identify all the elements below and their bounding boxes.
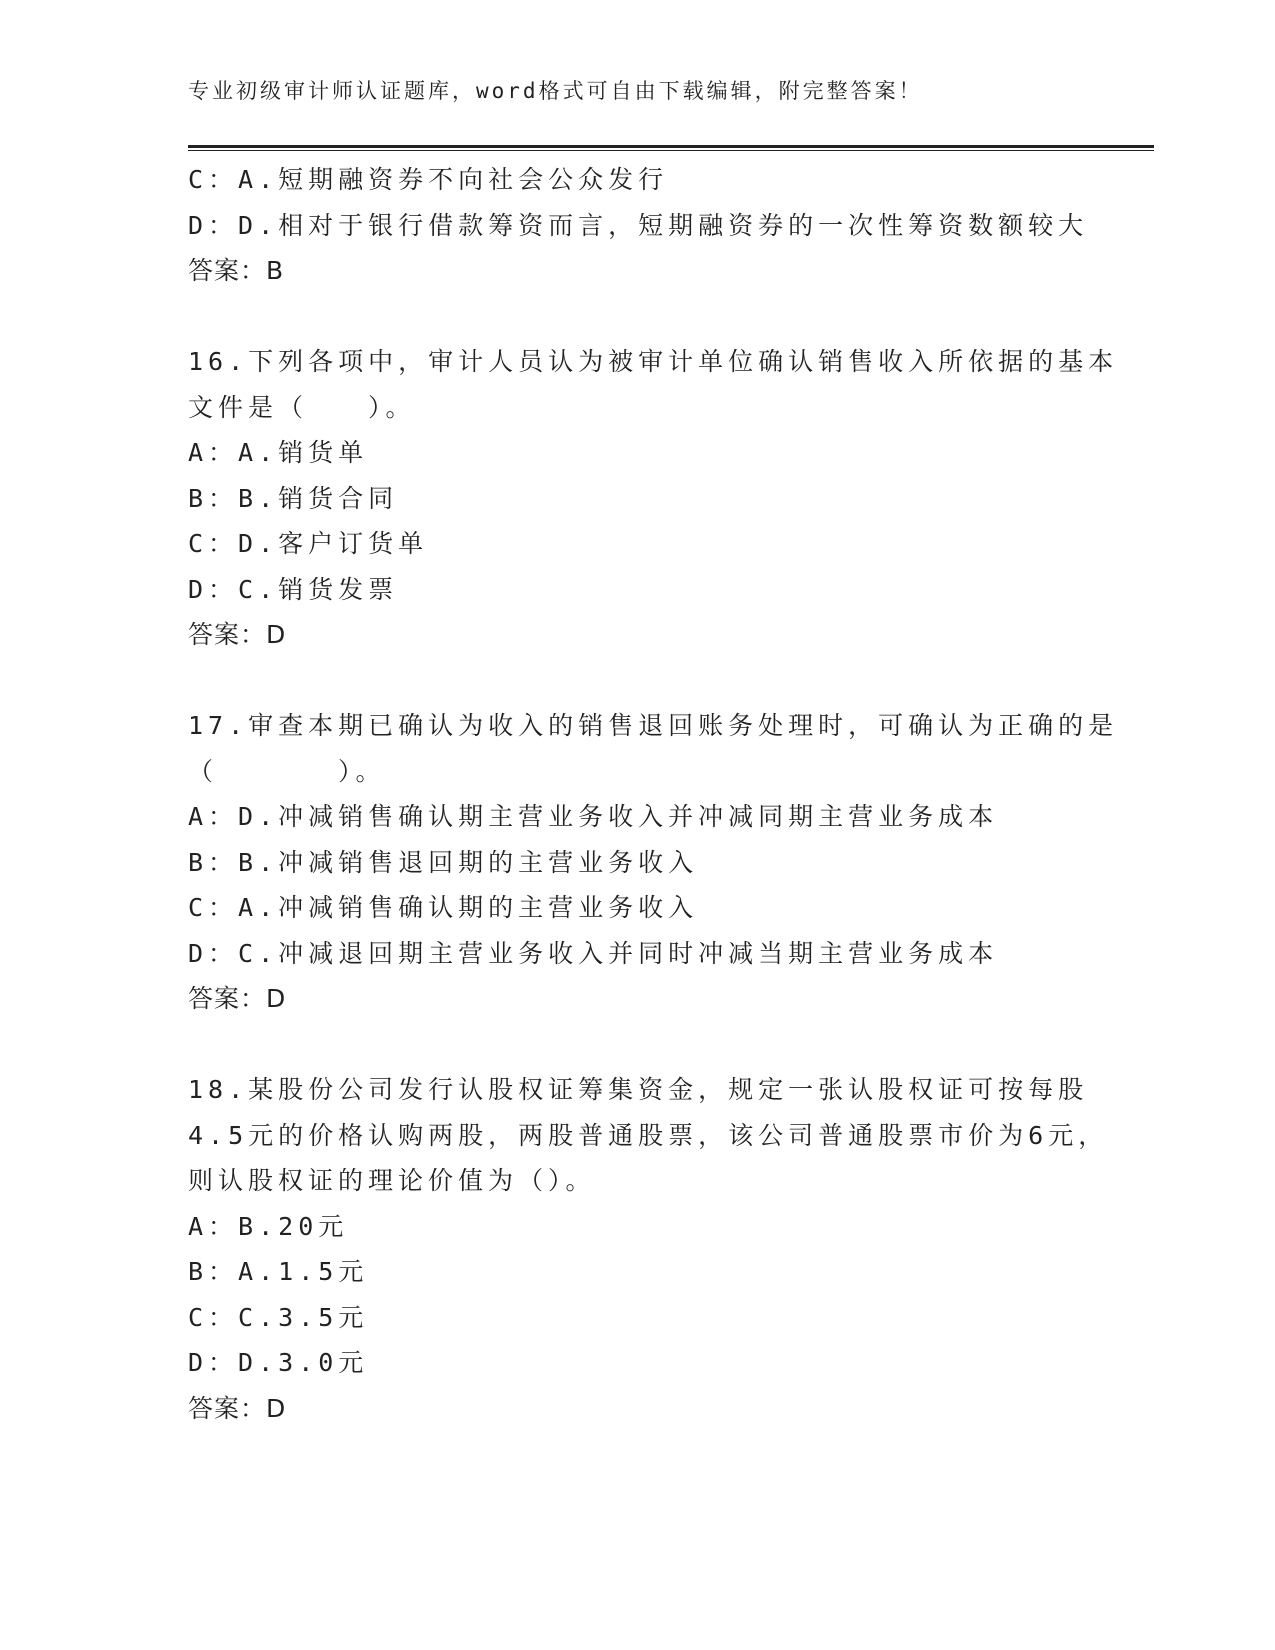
question-stem-line: 16.下列各项中，审计人员认为被审计单位确认销售收入所依据的基本 [188,347,1119,376]
spacer [188,1022,1088,1068]
answer-line: 答案：D [188,1393,287,1423]
question-stem-line: 17.审查本期已确认为收入的销售退回账务处理时，可确认为正确的是 [188,711,1119,740]
question-stem-line: （ ）。 [188,756,386,786]
spacer [188,294,1088,340]
option-line: B：A.1.5元 [188,1257,369,1286]
spacer [188,658,1088,704]
question-18 [188,1067,1109,1204]
option-line: D：D.3.0元 [188,1348,369,1377]
option-line: C：C.3.5元 [188,1302,369,1332]
option-line: C：A.短期融资券不向社会公众发行 [188,165,669,194]
answer-line: 答案：D [188,620,287,649]
option-line: A：A.销货单 [188,438,369,467]
answer-line: 答案：B [188,256,285,285]
option-line: C：D.客户订货单 [188,529,429,558]
option-line: A：B.20元 [188,1211,349,1241]
header-rule-thick [188,145,1154,148]
question-stem-line: 4.5元的价格认购两股，两股普通股票，该公司普通股票市价为6元， [188,1120,1109,1150]
question-stem-line: 18.某股份公司发行认股权证筹集资金，规定一张认股权证可按每股 [188,1075,1089,1104]
option-line: C：A.冲减销售确认期的主营业务收入 [188,893,699,922]
answer-line: 答案：D [188,984,287,1013]
header-rule-thin [188,150,1154,151]
option-line: B：B.冲减销售退回期的主营业务收入 [188,847,699,877]
option-line: D：D.相对于银行借款筹资而言，短期融资券的一次性筹资数额较大 [188,210,1089,240]
question-stem-line: 则认股权证的理论价值为（）。 [188,1166,596,1195]
document-body [188,157,1119,1431]
page-header: 专业初级审计师认证题库，word格式可自由下载编辑，附完整答案！ [188,79,923,103]
option-line: B：B.销货合同 [188,483,399,513]
option-line: D：C.冲减退回期主营业务收入并同时冲减当期主营业务成本 [188,938,999,968]
question-17 [188,703,1119,794]
question-16 [188,339,1119,430]
option-line: A：D.冲减销售确认期主营业务收入并冲减同期主营业务成本 [188,802,999,831]
question-stem-line: 文件是（ ）。 [188,392,416,422]
option-line: D：C.销货发票 [188,574,399,604]
